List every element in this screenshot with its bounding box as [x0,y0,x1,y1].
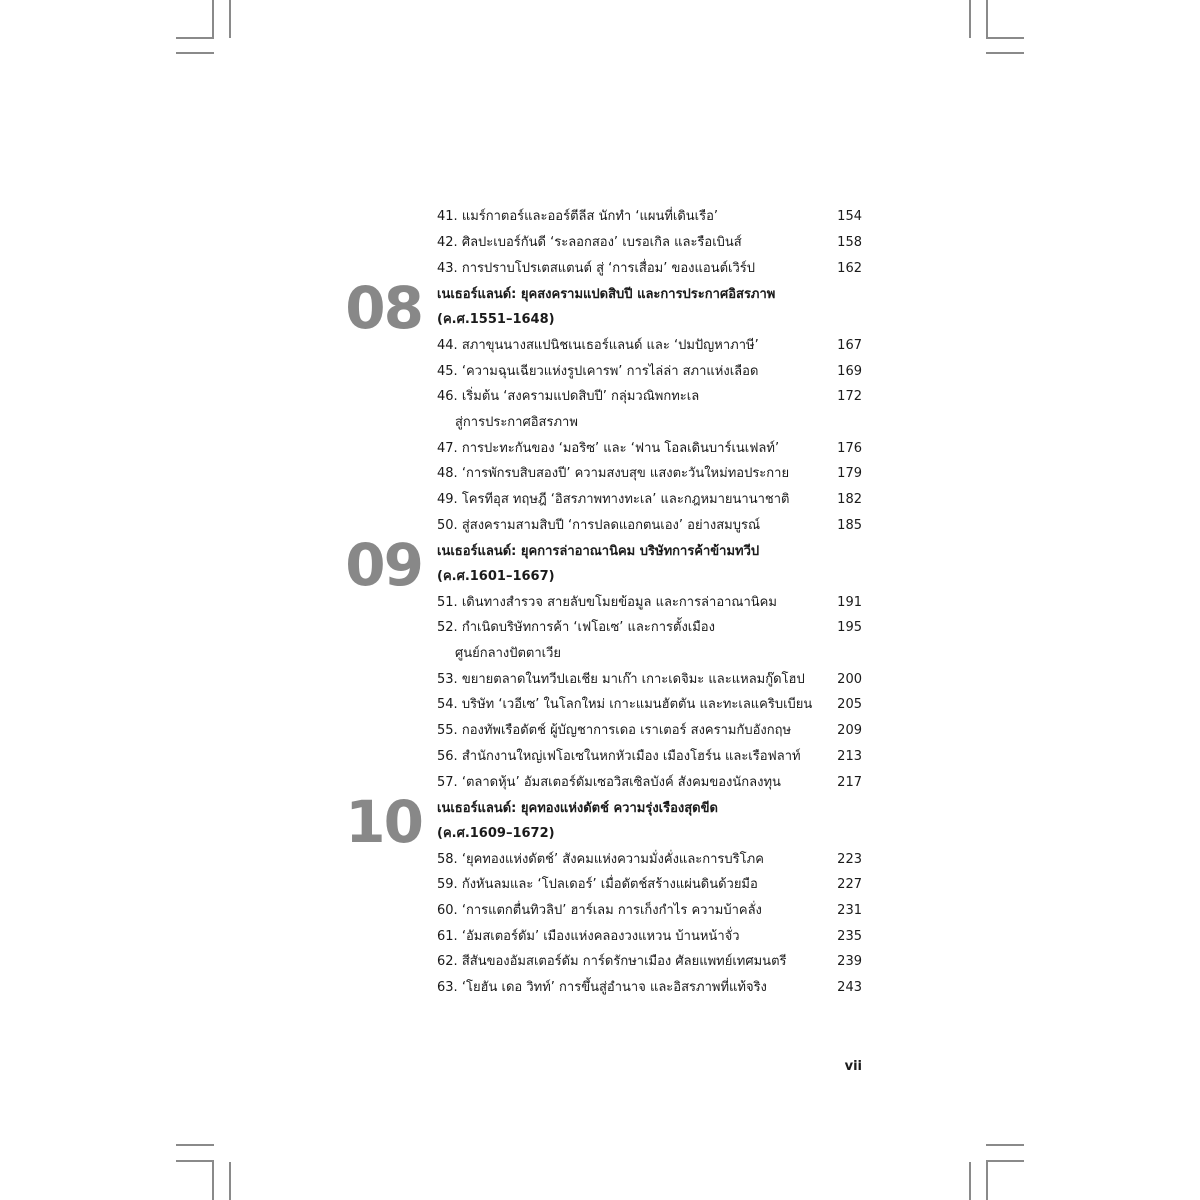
toc-entry-page: 239 [837,954,862,969]
toc-entry-title: 44. สภาขุนนางสแปนิชเนเธอร์แลนด์ และ ‘ปมปัญหาภาษี’ [437,338,759,353]
toc-entry-title: 56. สำนักงานใหญ่เฟโอเซในหกหัวเมือง เมืองโฮร์น และเรือฟลาท์ [437,749,801,764]
toc-entry-title: 46. เริ่มต้น ‘สงครามแปดสิบปี’ กลุ่มวณิพกทะเล [437,389,700,404]
toc-entry-page: 213 [837,749,862,764]
toc-entry-page: 169 [837,364,862,379]
toc-entry-page: 195 [837,620,862,635]
toc-entry-page: 167 [837,338,862,353]
toc-entry-page: 217 [837,775,862,790]
toc-entry-title: 60. ‘การแตกตื่นทิวลิป’ ฮาร์เลม การเก็งกำไร ความบ้าคลั่ง [437,903,762,918]
chapter-years: (ค.ศ.1601–1667) [437,569,555,584]
chapter-years: (ค.ศ.1609–1672) [437,826,555,841]
toc-entry-page: 172 [837,389,862,404]
toc-entry-title: 54. บริษัท ‘เวอีเซ’ ในโลกใหม่ เกาะแมนฮัตตัน และทะเลแคริบเบียน [437,697,813,712]
toc-entry-title: 45. ‘ความฉุนเฉียวแห่งรูปเคารพ’ การไล่ล่า สภาแห่งเลือด [437,364,759,379]
chapter-number: 10 [345,788,422,856]
toc-entry-title: 50. สู่สงครามสามสิบปี ‘การปลดแอกตนเอง’ อย่างสมบูรณ์ [437,518,761,533]
toc-entry-page: 235 [837,929,862,944]
chapter-title: เนเธอร์แลนด์: ยุคสงครามแปดสิบปี และการประกาศอิสรภาพ [437,287,776,302]
toc-entry-page: 182 [837,492,862,507]
toc-entry-title: 53. ขยายตลาดในทวีปเอเชีย มาเก๊า เกาะเดจิมะ และแหลมกู๊ดโฮป [437,672,805,687]
toc-entry-title: 47. การปะทะกันของ ‘มอริซ’ และ ‘ฟาน โอลเดินบาร์เนเฟลท์’ [437,441,780,456]
chapter-number: 09 [345,531,422,599]
toc-entry-title: 59. กังหันลมและ ‘โปลเดอร์’ เมื่อดัตช์สร้างแผ่นดินด้วยมือ [437,877,758,892]
toc-entry-title: 58. ‘ยุคทองแห่งดัตช์’ สังคมแห่งความมั่งคั่งและการบริโภค [437,852,764,867]
toc-entry-page: 191 [837,595,862,610]
chapter-title: เนเธอร์แลนด์: ยุคทองแห่งดัตช์ ความรุ่งเรืองสุดขีด [437,801,718,816]
toc-entry-title: 51. เดินทางสำรวจ สายลับขโมยข้อมูล และการล่าอาณานิคม [437,595,777,610]
toc-entry-title: 52. กำเนิดบริษัทการค้า ‘เฟโอเซ’ และการตั้งเมือง [437,620,715,635]
toc-entry-title: 48. ‘การพักรบสิบสองปี’ ความสงบสุข แสงตะวันใหม่ทอประกาย [437,466,790,481]
toc-entry-title-cont: สู่การประกาศอิสรภาพ [455,415,578,430]
toc-entry-title: 42. ศิลปะเบอร์กันดี ‘ระลอกสอง’ เบรอเกิล และรือเบินส์ [437,235,742,250]
chapter-number: 08 [345,274,422,342]
toc-entry-title: 41. แมร์กาตอร์และออร์ตีลีส นักทำ ‘แผนที่เดินเรือ’ [437,209,719,224]
toc-entry-page: 176 [837,441,862,456]
toc-entry-page: 154 [837,209,862,224]
toc-entry-page: 223 [837,852,862,867]
chapter-years: (ค.ศ.1551–1648) [437,312,555,327]
toc-entry-page: 179 [837,466,862,481]
page-folio: vii [844,1059,862,1074]
toc-entry-page: 231 [837,903,862,918]
toc-entry-page: 200 [837,672,862,687]
toc-entry-title: 62. สีสันของอัมสเตอร์ดัม การ์ดรักษาเมือง ศัลยแพทย์เทศมนตรี [437,954,787,969]
toc-entry-page: 185 [837,518,862,533]
toc-entry-page: 205 [837,697,862,712]
toc-entry-title: 55. กองทัพเรือดัตช์ ผู้บัญชาการเดอ เราเตอร์ สงครามกับอังกฤษ [437,723,792,738]
toc-entry-title: 61. ‘อัมสเตอร์ดัม’ เมืองแห่งคลองวงแหวน บ้านหน้าจั่ว [437,929,740,944]
toc-entry-page: 158 [837,235,862,250]
toc-entry-page: 243 [837,980,862,995]
toc-entry-title: 63. ‘โยฮัน เดอ วิทท์’ การขึ้นสู่อำนาจ และอิสรภาพที่แท้จริง [437,980,767,995]
toc-entry-title: 57. ‘ตลาดหุ้น’ อัมสเตอร์ดัมเซอวิสเซิลบังค์ สังคมของนักลงทุน [437,775,781,790]
toc-entry-title-cont: ศูนย์กลางปัตตาเวีย [455,646,562,661]
toc-entry-title: 49. โครทีอุส ทฤษฎี ‘อิสรภาพทางทะเล’ และกฎหมายนานาชาติ [437,492,790,507]
toc-entry-page: 227 [837,877,862,892]
chapter-title: เนเธอร์แลนด์: ยุคการล่าอาณานิคม บริษัทการค้าข้ามทวีป [437,544,760,559]
toc-entry-title: 43. การปราบโปรเตสแตนต์ สู่ ‘การเสื่อม’ ของแอนต์เวิร์ป [437,261,755,276]
toc-entry-page: 162 [837,261,862,276]
toc-entry-page: 209 [837,723,862,738]
